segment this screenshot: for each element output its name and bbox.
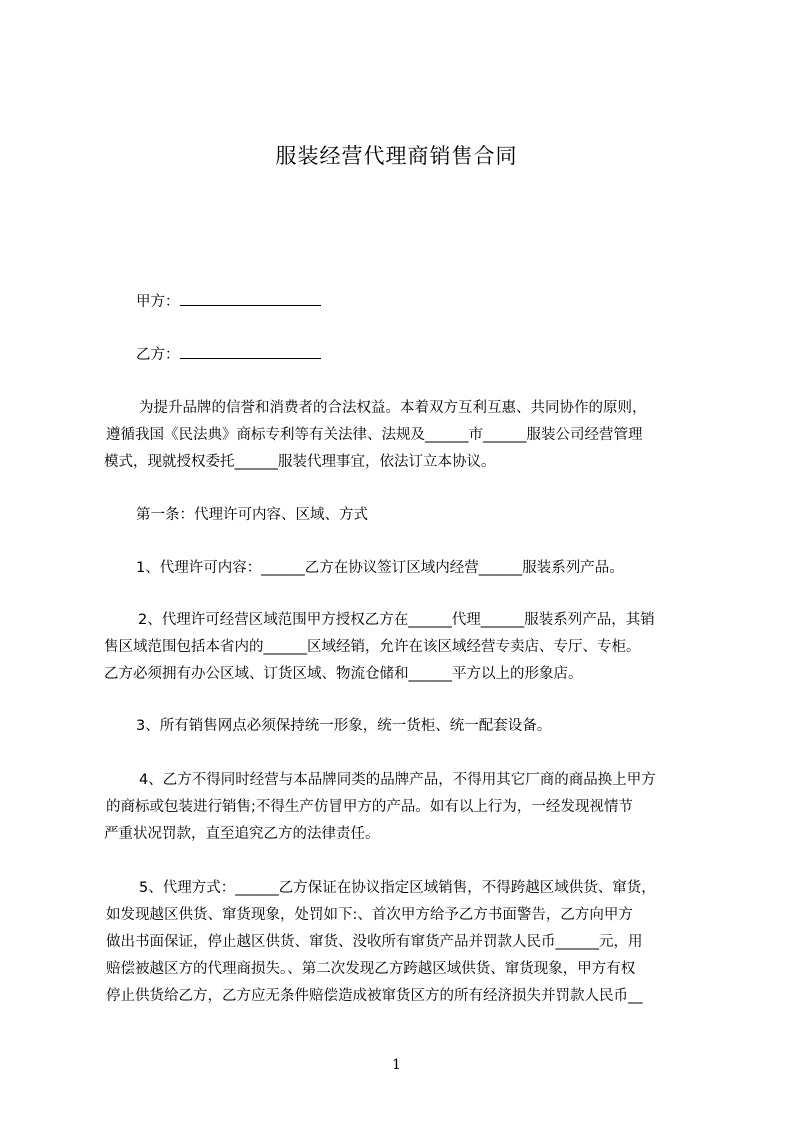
clause-2-line-1: 2、代理许可经营区域范围甲方授权乙方在______代理______服装系列产品，其销: [138, 612, 655, 628]
clause-4-line-3: 严重状况罚款，直至追究乙方的法律责任。: [104, 826, 380, 842]
party-b-line: [136, 344, 736, 365]
party-b-blank[interactable]: [180, 344, 321, 359]
clause-4-line-1: 4、乙方不得同时经营与本品牌同类的品牌产品，不得用其它厂商的商品换上甲方: [139, 772, 656, 788]
party-a-blank[interactable]: [180, 291, 321, 306]
page-number: 1: [392, 1057, 401, 1073]
clause-5-line-5: 停止供货给乙方，乙方应无条件赔偿造成被窜货区方的所有经济损失并罚款人民币__: [106, 988, 643, 1004]
document-title: 服装经营代理商销售合同: [275, 144, 518, 168]
preamble-line-2: 遵循我国《民法典》商标专利等有关法律、法规及______市______服装公司经营管理: [106, 427, 643, 443]
preamble-line-1: 为提升品牌的信誉和消费者的合法权益。本着双方互利互惠、共同协作的原则，: [139, 400, 647, 416]
clause-4-line-2: 的商标或包装进行销售;不得生产仿冒甲方的产品。如有以上行为，一经发现视情节: [106, 799, 633, 815]
clause-5-line-4: 赔偿被越区方的代理商损失。、第二次发现乙方跨越区域供货、窜货现象，甲方有权: [106, 961, 636, 977]
clause-2-line-3: 乙方必须拥有办公区域、订货区域、物流仓储和______平方以上的形象店。: [104, 666, 583, 682]
preamble-line-3: 模式，现就授权委托______服装代理事宜，依法订立本协议。: [104, 454, 496, 470]
clause-2-line-2: 售区域范围包括本省内的______区域经销，允许在该区域经营专卖店、专厅、专柜。: [104, 639, 641, 655]
article-1-heading: 第一条：代理许可内容、区域、方式: [136, 507, 368, 523]
clause-5-line-2: 如发现越区供货、窜货现象，处罚如下:、首次甲方给予乙方书面警告，乙方向甲方: [106, 907, 633, 923]
clause-5-line-3: 做出书面保证，停止越区供货、窜货、没收所有窜货产品并罚款人民币______元，用: [106, 934, 643, 950]
party-b-label: 乙方：: [136, 347, 180, 363]
clause-1-line-1: 1、代理许可内容：______乙方在协议签订区域内经营______服装系列产品。: [136, 560, 624, 576]
clause-3-line-1: 3、所有销售网点必须保持统一形象，统一货柜、统一配套设备。: [136, 718, 552, 734]
clause-5-line-1: 5、代理方式：______乙方保证在协议指定区域销售，不得跨越区域供货、窜货，: [139, 880, 656, 896]
party-a-label: 甲方：: [136, 294, 180, 310]
party-a-line: [136, 291, 736, 312]
